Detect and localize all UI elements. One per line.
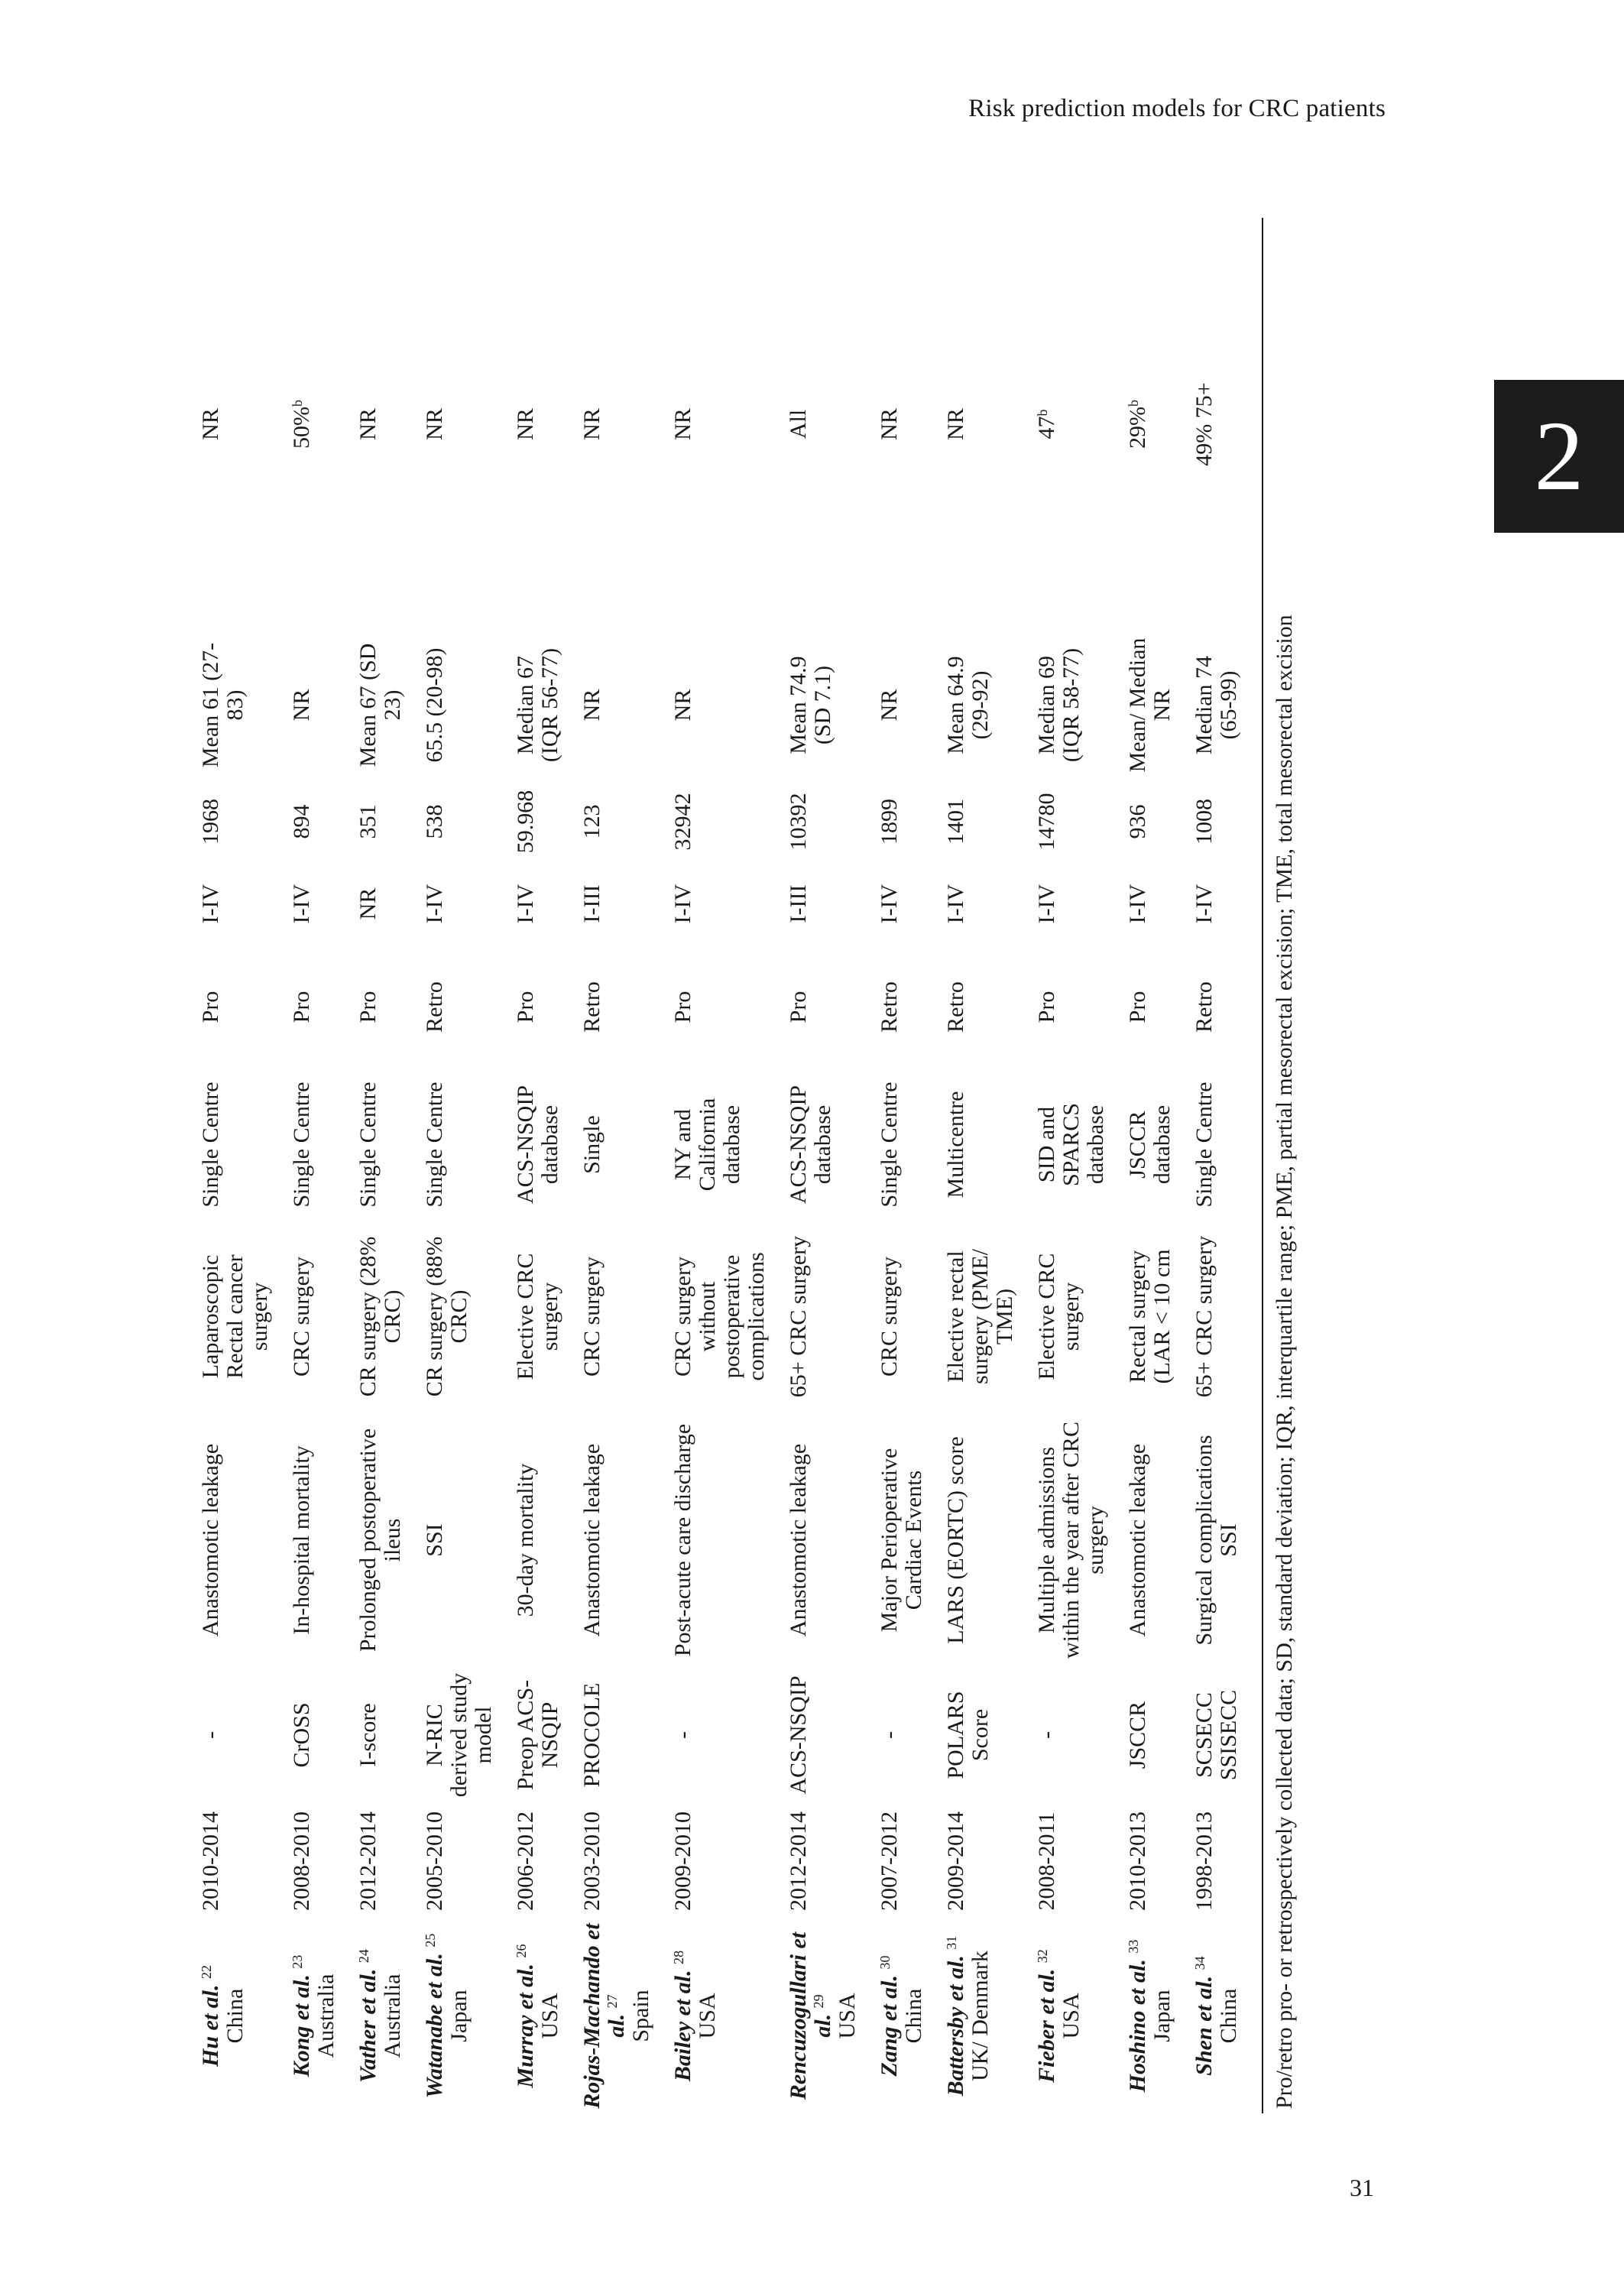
table-body — [199, 218, 1259, 2113]
period-cell: 2005-2010 — [422, 1811, 447, 1911]
stage-cell: I-IV — [513, 884, 538, 924]
stage-cell: I-IV — [198, 884, 223, 924]
elderly-value: NR — [943, 408, 968, 440]
table-row — [199, 218, 290, 2113]
stage-cell: NR — [355, 887, 381, 920]
population-cell: Laparoscopic Rectal cancer surgery — [198, 1254, 272, 1379]
setting-cell: Single Centre — [289, 1082, 314, 1208]
country: USA — [835, 1993, 860, 2039]
rotated-table-region — [199, 218, 1314, 2113]
model-cell: - — [670, 1731, 695, 1739]
age-cell: 65.5 (20-98) — [422, 647, 447, 763]
author-name: Rojas-Machando et al. — [579, 1923, 629, 2109]
author-cell — [580, 1918, 671, 2113]
elderly-value: 47 — [1034, 416, 1059, 439]
elderly-value: NR — [422, 408, 447, 440]
country: China — [1216, 1988, 1241, 2044]
age-cell: Median 67 (IQR 56-77) — [513, 647, 562, 763]
author-name: Bailey et al. — [670, 1970, 695, 2082]
elderly-cell — [514, 218, 580, 631]
table-row — [1035, 218, 1126, 2113]
country: Japan — [446, 1990, 472, 2042]
age-cell: Median 74 (65-99) — [1191, 655, 1241, 755]
table-row — [356, 218, 423, 2113]
age-cell: NR — [877, 689, 902, 722]
setting-cell: Single Centre — [198, 1082, 223, 1208]
period-cell: 2010-2013 — [1125, 1811, 1150, 1911]
design-cell: Retro — [1191, 981, 1217, 1033]
outcome-cell: 30-day mortality — [513, 1463, 538, 1617]
population-cell: 65+ CRC surgery — [1191, 1235, 1217, 1398]
author-cell — [514, 1918, 580, 2113]
n-cell: 1008 — [1191, 799, 1217, 845]
elderly-footnote-mark: b — [1126, 400, 1141, 407]
stage-cell: I-IV — [289, 884, 314, 924]
outcome-cell: LARS (EORTC) score — [943, 1436, 968, 1644]
stage-cell: I-IV — [1034, 884, 1059, 924]
elderly-cell — [1126, 218, 1192, 631]
population-cell: Rectal surgery (LAR < 10 cm — [1125, 1249, 1175, 1384]
running-header: Risk prediction models for CRC patients — [968, 95, 1386, 122]
age-cell: Mean 61 (27-83) — [198, 642, 248, 768]
country: China — [222, 1988, 248, 2044]
setting-cell: Single — [579, 1115, 605, 1174]
age-cell: Mean 64.9 (29-92) — [943, 656, 993, 754]
reference-number: 32 — [1035, 1949, 1050, 1964]
outcome-cell: Prolonged postoperative ileus — [355, 1428, 405, 1652]
elderly-value: NR — [198, 408, 223, 440]
n-cell: 351 — [355, 804, 381, 839]
reference-number: 28 — [671, 1950, 686, 1964]
author-name: Battersby et al. — [943, 1955, 968, 2097]
elderly-cell — [290, 218, 356, 631]
reference-number: 31 — [944, 1935, 959, 1950]
stage-cell: I-IV — [943, 884, 968, 924]
stage-cell: I-III — [579, 884, 605, 923]
outcome-cell: Major Perioperative Cardiac Events — [877, 1448, 926, 1633]
design-cell: Pro — [1034, 991, 1059, 1023]
elderly-cell — [1035, 218, 1126, 631]
elderly-value: 50% — [289, 407, 314, 449]
setting-cell: NY and California database — [670, 1098, 744, 1192]
population-cell: CR surgery (88% CRC) — [422, 1236, 472, 1397]
setting-cell: JSCCR database — [1125, 1104, 1175, 1185]
design-cell: Pro — [355, 991, 381, 1023]
author-cell — [786, 1918, 877, 2113]
table-end-rule — [1262, 218, 1263, 2113]
author-name: Kong et al. — [289, 1974, 314, 2077]
period-cell: 2007-2012 — [877, 1811, 902, 1911]
elderly-value: 49% 75+ — [1191, 382, 1217, 466]
elderly-cell — [671, 218, 786, 631]
country: USA — [1058, 1993, 1084, 2039]
stage-cell: I-IV — [1191, 884, 1217, 924]
country: Japan — [1149, 1990, 1175, 2042]
country: Australia — [313, 1974, 339, 2058]
author-name: Hu et al. — [198, 1984, 223, 2068]
author-name: Murray et al. — [513, 1964, 538, 2088]
n-cell: 14780 — [1034, 793, 1059, 851]
design-cell: Retro — [422, 981, 447, 1033]
model-cell: POLARS Score — [943, 1691, 993, 1779]
elderly-value: All — [786, 409, 811, 439]
table-row — [786, 218, 877, 2113]
table-row — [290, 218, 356, 2113]
author-name: Vather et al. — [355, 1968, 381, 2083]
age-cell: Mean 67 (SD 23) — [355, 643, 405, 767]
author-cell — [944, 1918, 1035, 2113]
elderly-cell — [423, 218, 514, 631]
period-cell: 2012-2014 — [786, 1811, 811, 1911]
author-cell — [671, 1918, 786, 2113]
table-row — [877, 218, 944, 2113]
elderly-cell — [944, 218, 1035, 631]
stage-cell: I-IV — [422, 884, 447, 924]
design-cell: Retro — [579, 981, 605, 1033]
elderly-footnote-mark: b — [1035, 409, 1050, 417]
population-cell: CRC surgery without postoperative complications — [670, 1252, 769, 1381]
author-cell — [356, 1918, 423, 2113]
model-cell: - — [877, 1731, 902, 1739]
reference-number: 22 — [199, 1965, 214, 1979]
design-cell: Pro — [670, 991, 695, 1023]
stage-cell: I-III — [786, 884, 811, 923]
author-cell — [1192, 1918, 1259, 2113]
model-cell: CrOSS — [289, 1702, 314, 1768]
population-cell: Elective CRC surgery — [513, 1253, 562, 1380]
reference-number: 27 — [605, 1994, 620, 2009]
reference-number: 29 — [811, 1994, 826, 2009]
chapter-number: 2 — [1534, 401, 1584, 511]
design-cell: Retro — [943, 981, 968, 1033]
author-name: Watanabe et al. — [422, 1953, 447, 2099]
n-cell: 894 — [289, 804, 314, 839]
country: UK/ Denmark — [968, 1951, 993, 2081]
age-cell: NR — [579, 689, 605, 722]
outcome-cell: Post-acute care discharge — [670, 1423, 695, 1657]
setting-cell: ACS-NSQIP database — [513, 1085, 562, 1205]
design-cell: Pro — [289, 991, 314, 1023]
population-cell: 65+ CRC surgery — [786, 1235, 811, 1398]
design-cell: Pro — [1125, 991, 1150, 1023]
author-name: Hoshino et al. — [1125, 1959, 1150, 2093]
setting-cell: ACS-NSQIP database — [786, 1085, 835, 1205]
period-cell: 2008-2010 — [289, 1811, 314, 1911]
setting-cell: Multicentre — [943, 1091, 968, 1198]
table-footnote: Pro/retro pro- or retrospectively collected data; SD, standard deviation; IQR, interquartile range; PME, partial mesorectal excision; TME, total mesorectal excision — [1272, 615, 1297, 2109]
age-cell: NR — [670, 689, 695, 722]
n-cell: 10392 — [786, 793, 811, 851]
period-cell: 2003-2010 — [579, 1811, 605, 1911]
period-cell: 2009-2010 — [670, 1811, 695, 1911]
period-cell: 2010-2014 — [198, 1811, 223, 1911]
elderly-value: 29% — [1125, 407, 1150, 449]
elderly-value: NR — [877, 408, 902, 440]
elderly-value: NR — [579, 408, 605, 440]
elderly-value: NR — [513, 408, 538, 440]
outcome-cell: Anastomotic leakage — [786, 1443, 811, 1637]
author-cell — [423, 1918, 514, 2113]
setting-cell: SID and SPARCS database — [1034, 1103, 1108, 1186]
reference-number: 26 — [514, 1944, 529, 1958]
population-cell: Elective CRC surgery — [1034, 1253, 1084, 1380]
elderly-cell — [356, 218, 423, 631]
country: Australia — [380, 1974, 405, 2058]
n-cell: 936 — [1125, 804, 1150, 839]
population-cell: CRC surgery — [289, 1257, 314, 1377]
n-cell: 538 — [422, 804, 447, 839]
author-name: Shen et al. — [1191, 1975, 1217, 2076]
design-cell: Pro — [198, 991, 223, 1023]
model-cell: ACS-NSQIP — [786, 1675, 811, 1795]
reference-number: 34 — [1192, 1956, 1207, 1970]
reference-number: 30 — [877, 1955, 893, 1970]
model-cell: Preop ACS-NSQIP — [513, 1679, 562, 1791]
reference-number: 24 — [356, 1949, 371, 1964]
setting-cell: Single Centre — [422, 1082, 447, 1208]
design-cell: Retro — [877, 981, 902, 1033]
chapter-tab — [1494, 380, 1624, 533]
period-cell: 2012-2014 — [355, 1811, 381, 1911]
n-cell: 59.968 — [513, 790, 538, 854]
stage-cell: I-IV — [877, 884, 902, 924]
author-cell — [1126, 1918, 1192, 2113]
table-row — [580, 218, 671, 2113]
author-name: Zang et al. — [877, 1975, 902, 2077]
author-name: Fieber et al. — [1034, 1968, 1059, 2083]
outcome-cell: Anastomotic leakage — [579, 1443, 605, 1637]
n-cell: 1899 — [877, 799, 902, 845]
author-cell — [877, 1918, 944, 2113]
table-row — [944, 218, 1035, 2113]
studies-table — [199, 218, 1259, 2113]
table-row — [671, 218, 786, 2113]
n-cell: 1401 — [943, 799, 968, 845]
elderly-footnote-mark: b — [290, 400, 305, 407]
model-cell: - — [198, 1731, 223, 1739]
outcome-cell: Anastomotic leakage — [1125, 1443, 1150, 1637]
elderly-value: NR — [355, 408, 381, 440]
country: USA — [537, 1993, 562, 2039]
n-cell: 123 — [579, 804, 605, 839]
stage-cell: I-IV — [670, 884, 695, 924]
model-cell: SCSECC SSISECC — [1191, 1689, 1241, 1781]
elderly-cell — [1192, 218, 1259, 631]
table-row — [514, 218, 580, 2113]
outcome-cell: In-hospital mortality — [289, 1445, 314, 1635]
population-cell: Elective rectal surgery (PME/ TME) — [943, 1249, 1017, 1384]
design-cell: Pro — [786, 991, 811, 1023]
outcome-cell: Surgical complications SSI — [1191, 1435, 1241, 1646]
period-cell: 2006-2012 — [513, 1811, 538, 1911]
model-cell: PROCOLE — [579, 1682, 605, 1788]
age-cell: Median 69 (IQR 58-77) — [1034, 647, 1084, 763]
model-cell: JSCCR — [1125, 1701, 1150, 1769]
elderly-cell — [199, 218, 290, 631]
reference-number: 23 — [290, 1954, 305, 1969]
population-cell: CRC surgery — [579, 1257, 605, 1377]
elderly-cell — [786, 218, 877, 631]
outcome-cell: Anastomotic leakage — [198, 1443, 223, 1637]
table-row — [1126, 218, 1192, 2113]
elderly-value: NR — [670, 408, 695, 440]
author-name: Rencuzogullari et al. — [786, 1931, 835, 2100]
model-cell: N-RIC derived study model — [422, 1672, 496, 1798]
age-cell: Mean/ Median NR — [1125, 637, 1175, 773]
elderly-cell — [877, 218, 944, 631]
population-cell: CRC surgery — [877, 1257, 902, 1377]
table-row — [1192, 218, 1259, 2113]
setting-cell: Single Centre — [877, 1082, 902, 1208]
period-cell: 2008-2011 — [1034, 1811, 1059, 1911]
reference-number: 33 — [1126, 1939, 1141, 1954]
design-cell: Pro — [513, 991, 538, 1023]
population-cell: CR surgery (28% CRC) — [355, 1236, 405, 1397]
country: Spain — [628, 1990, 653, 2042]
outcome-cell: SSI — [422, 1523, 447, 1557]
country: USA — [695, 1993, 720, 2039]
setting-cell: Single Centre — [355, 1082, 381, 1208]
country: China — [901, 1988, 926, 2044]
elderly-cell — [580, 218, 671, 631]
period-cell: 1998-2013 — [1191, 1811, 1217, 1911]
age-cell: NR — [289, 689, 314, 722]
model-cell: I-score — [355, 1703, 381, 1767]
page-number: 31 — [1350, 2174, 1374, 2201]
model-cell: - — [1034, 1731, 1059, 1739]
n-cell: 32942 — [670, 793, 695, 851]
author-cell — [290, 1918, 356, 2113]
author-cell — [199, 1918, 290, 2113]
setting-cell: Single Centre — [1191, 1082, 1217, 1208]
outcome-cell: Multiple admissions within the year after CRC surgery — [1034, 1422, 1108, 1659]
author-cell — [1035, 1918, 1126, 2113]
period-cell: 2009-2014 — [943, 1811, 968, 1911]
n-cell: 1968 — [198, 799, 223, 845]
stage-cell: I-IV — [1125, 884, 1150, 924]
age-cell: Mean 74.9 (SD 7.1) — [786, 656, 835, 754]
reference-number: 25 — [423, 1933, 438, 1948]
table-row — [423, 218, 514, 2113]
